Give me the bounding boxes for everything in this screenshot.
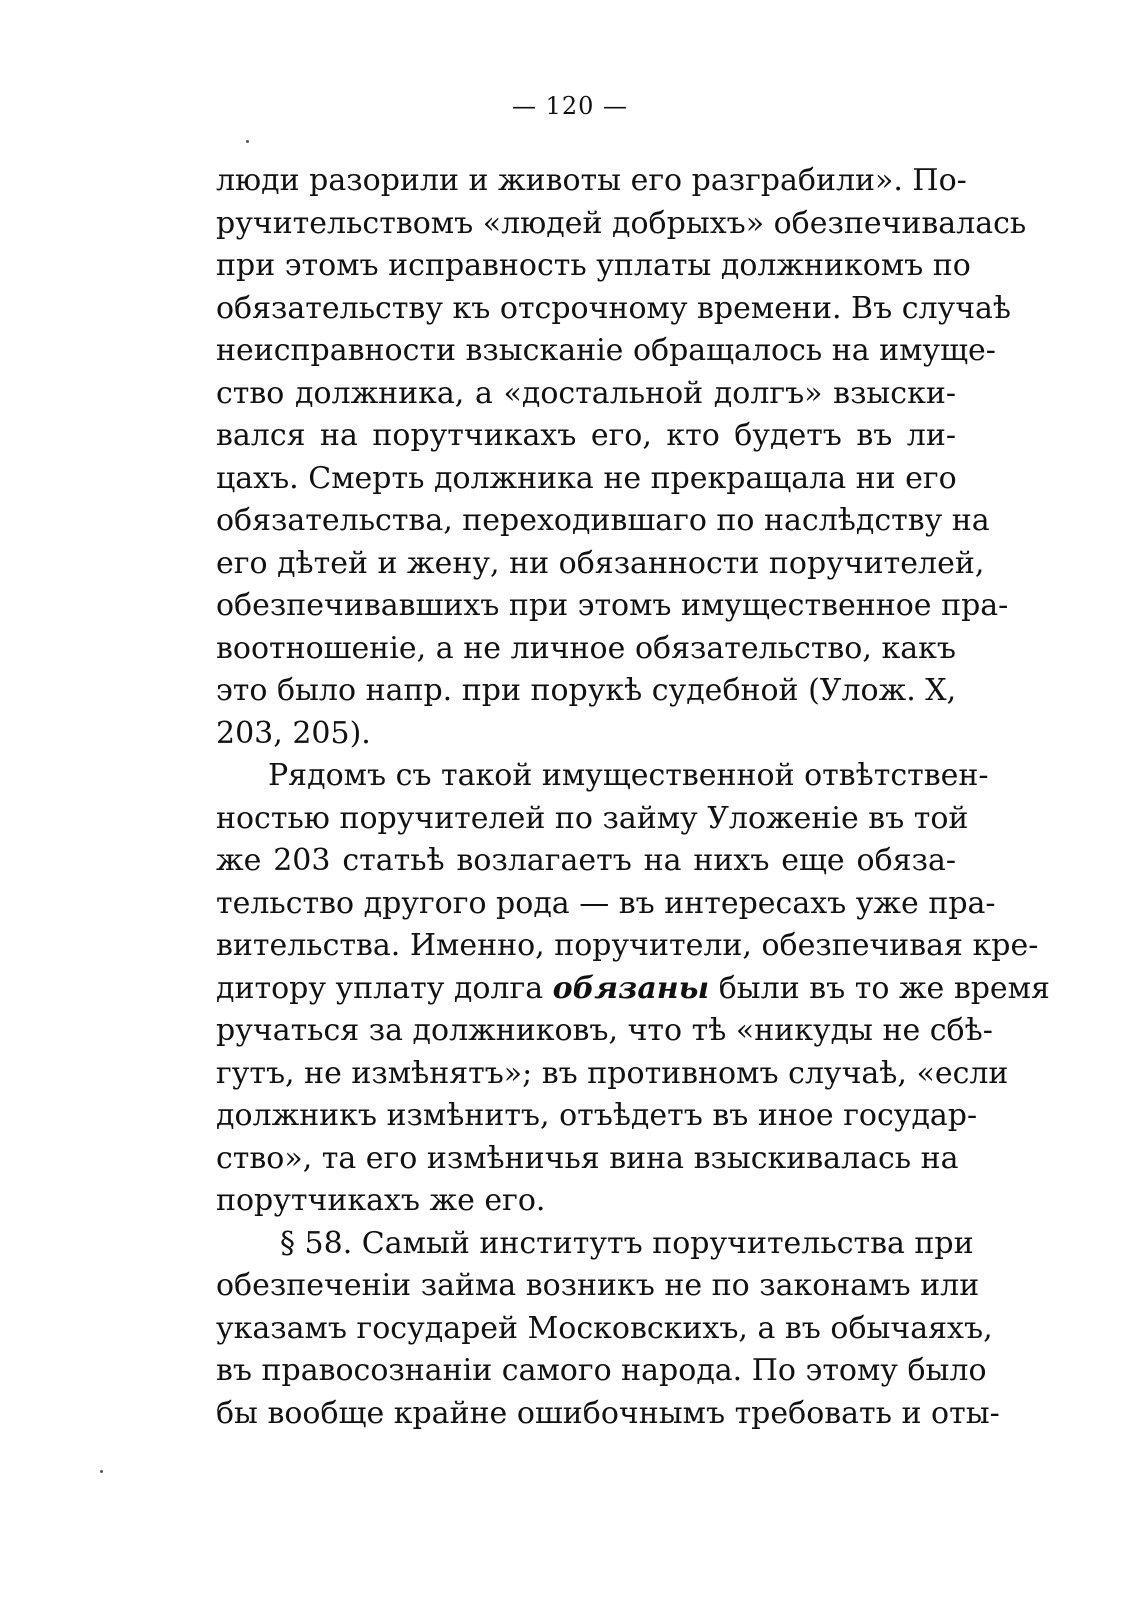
text-line: ручительствомъ «людей добрыхъ» обезпечивалась — [216, 205, 1027, 241]
text-line: бы вообще крайне ошибочнымъ требовать и оты- — [216, 1395, 1000, 1431]
text-line: при этомъ исправность уплаты должникомъ по — [216, 248, 971, 283]
page-text — [216, 160, 1050, 1435]
text-line: обезпечивавшихъ при этомъ имущественное пра- — [216, 588, 1009, 623]
text-line: ручаться за должниковъ, что тѣ «никуды не сбѣ- — [216, 1013, 993, 1048]
text-line: 203, 205). — [216, 715, 371, 751]
text-line: § 58. Самый институтъ поручительства при — [280, 1225, 974, 1261]
text-line: воотношеніе, а не личное обязательство, какъ — [216, 630, 956, 666]
text-line-with-emphasis — [216, 968, 1050, 1011]
text-line: вительства. Именно, поручители, обезпечивая кре- — [216, 928, 1039, 963]
text-line: люди разорили и животы его разграбили». По- — [216, 163, 967, 198]
text-line: его дѣтей и жену, ни обязанности поручителей, — [216, 545, 985, 581]
paragraph-1 — [216, 160, 1027, 755]
text-line: указамъ государей Московскихъ, а въ обычаяхъ, — [216, 1310, 993, 1346]
text-line: ностью поручителей по займу Уложеніе въ той — [216, 800, 969, 836]
text-line: же 203 статьѣ возлагаетъ на нихъ еще обяза- — [216, 843, 956, 878]
text-line: вался на порутчикахъ его, кто будетъ въ ли- — [216, 418, 956, 453]
text-line: обязательства, переходившаго по наслѣдству на — [216, 503, 990, 538]
text-line: это было напр. при порукѣ судебной (Улож. X, — [216, 673, 957, 708]
text-segment: были въ то же время — [709, 970, 1050, 1006]
text-line: въ правосознаніи самого народа. По этому было — [216, 1353, 987, 1388]
text-line: обезпеченіи займа возникъ не по законамъ или — [216, 1268, 980, 1303]
emphasized-word: обязаны — [552, 970, 710, 1006]
scan-speck — [246, 140, 249, 143]
paragraph-section-58 — [216, 1223, 1000, 1436]
scan-speck — [100, 1470, 103, 1473]
text-line: цахъ. Смерть должника не прекращала ни его — [216, 460, 957, 496]
text-line: должникъ измѣнитъ, отъѣдетъ въ иное государ- — [216, 1098, 978, 1133]
text-line: обязательству къ отсрочному времени. Въ случаѣ — [216, 290, 1012, 326]
page-number: — 120 — — [511, 92, 629, 120]
text-line: порутчикахъ же его. — [216, 1183, 546, 1218]
text-line: неисправности взысканіе обращалось на имуще- — [216, 333, 996, 368]
text-segment: дитору уплату долга — [216, 970, 553, 1006]
paragraph-2 — [216, 755, 1050, 1223]
text-line: тельство другого рода — въ интересахъ уже пра- — [216, 885, 996, 921]
text-line: ство», та его измѣничья вина взыскивалась на — [216, 1140, 959, 1176]
text-line: гутъ, не измѣнятъ»; въ противномъ случаѣ, «если — [216, 1055, 1009, 1091]
text-line: ство должника, а «достальной долгъ» взыски- — [216, 375, 956, 411]
text-line: Рядомъ съ такой имущественной отвѣтствен- — [268, 758, 989, 793]
